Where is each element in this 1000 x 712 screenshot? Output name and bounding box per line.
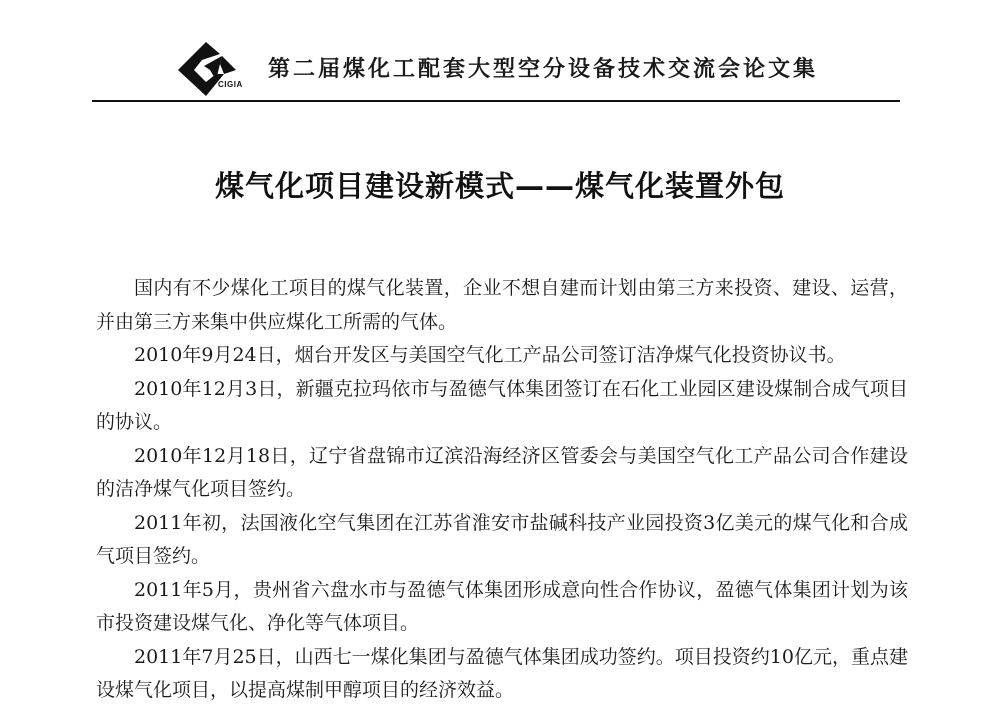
paragraph: 2011年7月25日，山西七一煤化集团与盈德气体集团成功签约。项目投资约10亿元，重点建设煤气化项目，以提高煤制甲醇项目的经济效益。 — [96, 645, 908, 701]
paragraph: 国内有不少煤化工项目的煤气化装置，企业不想自建而计划由第三方来投资、建设、运营，并由第三方来集中供应煤化工所需的气体。 — [96, 277, 908, 333]
logo-text: CIGIA — [218, 80, 243, 89]
paragraph: 2011年5月，贵州省六盘水市与盈德气体集团形成意向性合作协议，盈德气体集团计划为该市投资建设煤气化、净化等气体项目。 — [96, 578, 908, 634]
paragraph: 2010年12月3日，新疆克拉玛依市与盈德气体集团签订在石化工业园区建设煤制合成气项目的协议。 — [96, 377, 908, 433]
paragraph: 2010年9月24日，烟台开发区与美国空气化工产品公司签订洁净煤气化投资协议书。 — [134, 344, 846, 366]
cigia-logo-icon — [176, 40, 242, 98]
article-title: 煤气化项目建设新模式——煤气化装置外包 — [214, 169, 785, 203]
paragraph: 2011年初，法国液化空气集团在江苏省淮安市盐碱科技产业园投资3亿美元的煤气化和合成气项目签约。 — [96, 511, 908, 567]
page-header — [0, 0, 1000, 110]
proceedings-title: 第二届煤化工配套大型空分设备技术交流会论文集 — [268, 56, 819, 82]
article-body — [96, 272, 908, 708]
paragraph: 2010年12月18日，辽宁省盘锦市辽滨沿海经济区管委会与美国空气化工产品公司合作建设的洁净煤气化项目签约。 — [96, 444, 908, 500]
header-divider — [92, 100, 900, 102]
